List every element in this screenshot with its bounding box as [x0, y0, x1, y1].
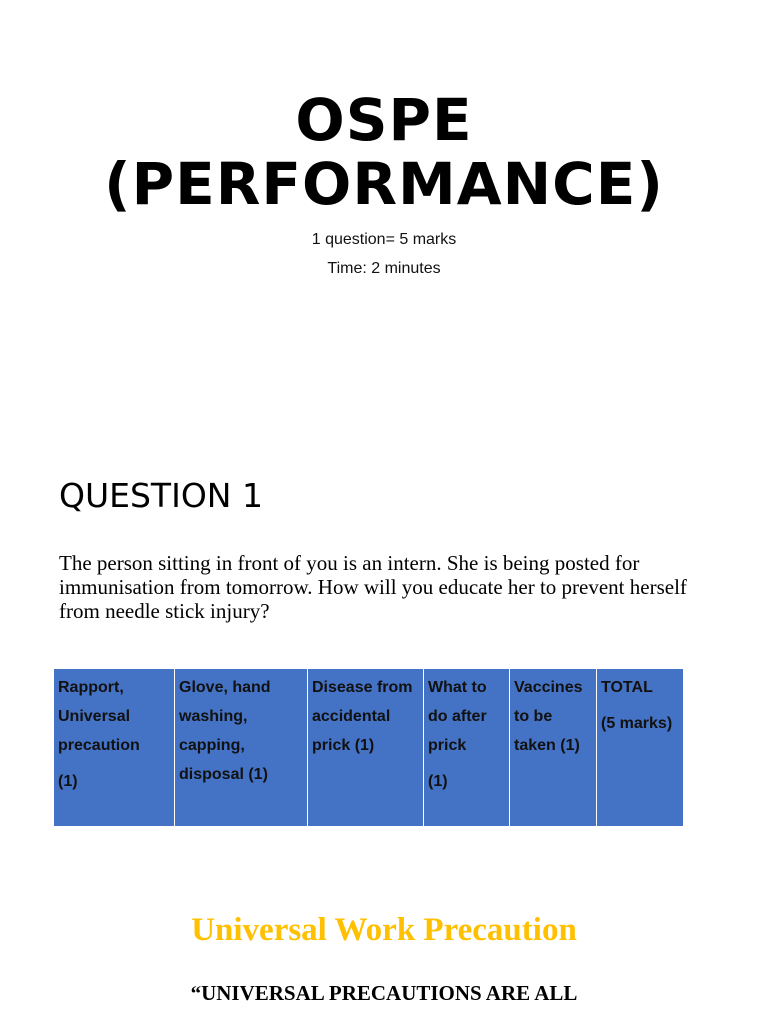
title-line-2: (PERFORMANCE) — [104, 150, 664, 218]
cell-line: Vaccines — [514, 679, 583, 696]
cell-mark: (5 marks) — [601, 715, 673, 732]
cell-line: prick — [428, 737, 467, 754]
cell-line: capping, — [179, 737, 245, 754]
cell-line: accidental — [312, 708, 391, 725]
marks-cell-total — [597, 669, 684, 827]
cell-line: precaution — [58, 737, 140, 754]
marks-table-row — [54, 669, 684, 827]
question-heading: QUESTION 1 — [59, 476, 263, 515]
cell-line: TOTAL — [601, 679, 653, 696]
time-info: Time: 2 minutes — [327, 260, 441, 277]
marks-info: 1 question= 5 marks — [311, 231, 457, 248]
marks-cell-vaccines — [510, 669, 597, 827]
quote-text: “UNIVERSAL PRECAUTIONS ARE ALL — [190, 981, 578, 1005]
marks-cell-disease — [308, 669, 424, 827]
title-line-1: OSPE — [295, 86, 473, 154]
marks-cell-glove — [175, 669, 308, 827]
cell-line: do after — [428, 708, 487, 725]
marks-cell-after-prick — [424, 669, 510, 827]
cell-line: to be — [514, 708, 553, 725]
cell-line: prick (1) — [312, 737, 375, 754]
cell-line: washing, — [179, 708, 248, 725]
cell-mark: (1) — [58, 773, 78, 790]
cell-line: Disease from — [312, 679, 413, 696]
cell-mark: (1) — [428, 773, 448, 790]
question-text: The person sitting in front of you is an intern. She is being posted for immunisation from tomorrow. How will you educate her to prevent herself from needle stick injury? — [59, 551, 687, 623]
section-heading: Universal Work Precaution — [191, 912, 577, 948]
cell-line: taken (1) — [514, 737, 580, 754]
cell-line: Universal — [58, 708, 131, 725]
cell-line: What to — [428, 679, 487, 696]
cell-line: Rapport, — [58, 679, 124, 696]
cell-line: disposal (1) — [179, 766, 268, 783]
cell-line: Glove, hand — [179, 679, 271, 696]
marks-table — [53, 668, 684, 827]
marks-cell-rapport — [54, 669, 175, 827]
page-title — [0, 88, 768, 216]
